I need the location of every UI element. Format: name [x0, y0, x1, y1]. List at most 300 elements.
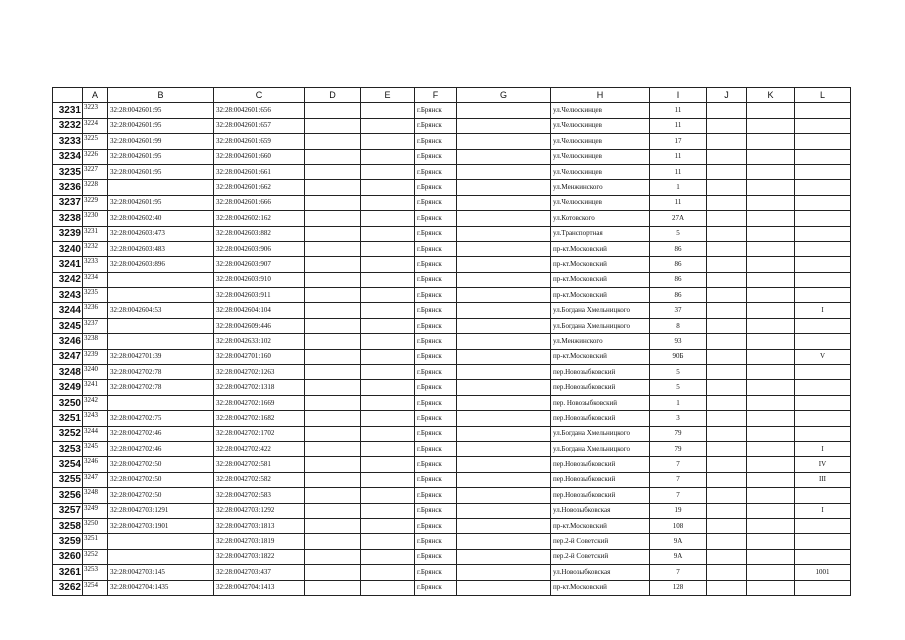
cell-a[interactable]: 3243	[83, 411, 108, 426]
cell-i[interactable]: 5	[650, 380, 707, 395]
cell-f[interactable]: г.Брянск	[415, 257, 457, 272]
cell-k[interactable]	[747, 441, 795, 456]
cell-e[interactable]	[361, 518, 415, 533]
column-header-f[interactable]: F	[415, 88, 457, 103]
cell-b[interactable]: 32:28:0042701:39	[108, 349, 214, 364]
cell-g[interactable]	[457, 472, 551, 487]
cell-j[interactable]	[707, 257, 747, 272]
cell-f[interactable]: г.Брянск	[415, 411, 457, 426]
cell-g[interactable]	[457, 303, 551, 318]
row-number[interactable]: 3236	[53, 180, 83, 195]
cell-b[interactable]: 32:28:0042601:95	[108, 118, 214, 133]
cell-k[interactable]	[747, 488, 795, 503]
cell-a[interactable]: 3250	[83, 518, 108, 533]
cell-b[interactable]: 32:28:0042603:896	[108, 257, 214, 272]
cell-d[interactable]	[305, 241, 361, 256]
cell-k[interactable]	[747, 257, 795, 272]
cell-e[interactable]	[361, 257, 415, 272]
cell-k[interactable]	[747, 549, 795, 564]
cell-a[interactable]: 3228	[83, 180, 108, 195]
cell-j[interactable]	[707, 365, 747, 380]
cell-e[interactable]	[361, 180, 415, 195]
cell-g[interactable]	[457, 118, 551, 133]
cell-l[interactable]	[795, 395, 851, 410]
cell-k[interactable]	[747, 580, 795, 595]
cell-j[interactable]	[707, 488, 747, 503]
cell-c[interactable]: 32:28:0042703:1813	[214, 518, 305, 533]
cell-h[interactable]: ул.Челюскинцев	[551, 195, 650, 210]
cell-a[interactable]: 3247	[83, 472, 108, 487]
cell-l[interactable]	[795, 257, 851, 272]
cell-c[interactable]: 32:28:0042603:882	[214, 226, 305, 241]
cell-c[interactable]: 32:28:0042601:659	[214, 134, 305, 149]
cell-l[interactable]	[795, 164, 851, 179]
cell-j[interactable]	[707, 457, 747, 472]
cell-e[interactable]	[361, 164, 415, 179]
cell-c[interactable]: 32:28:0042702:583	[214, 488, 305, 503]
cell-e[interactable]	[361, 211, 415, 226]
cell-b[interactable]: 32:28:0042703:1291	[108, 503, 214, 518]
cell-i[interactable]: 8	[650, 318, 707, 333]
cell-b[interactable]: 32:28:0042702:50	[108, 488, 214, 503]
cell-f[interactable]: г.Брянск	[415, 195, 457, 210]
cell-g[interactable]	[457, 241, 551, 256]
cell-c[interactable]: 32:28:0042603:911	[214, 288, 305, 303]
cell-e[interactable]	[361, 334, 415, 349]
cell-b[interactable]: 32:28:0042702:50	[108, 457, 214, 472]
cell-h[interactable]: пр-кт.Московский	[551, 580, 650, 595]
cell-c[interactable]: 32:28:0042609:446	[214, 318, 305, 333]
cell-e[interactable]	[361, 426, 415, 441]
cell-f[interactable]: г.Брянск	[415, 288, 457, 303]
cell-e[interactable]	[361, 380, 415, 395]
cell-d[interactable]	[305, 195, 361, 210]
cell-f[interactable]: г.Брянск	[415, 488, 457, 503]
row-number[interactable]: 3233	[53, 134, 83, 149]
cell-i[interactable]: 86	[650, 272, 707, 287]
cell-h[interactable]: пер. Новозыбковский	[551, 395, 650, 410]
cell-l[interactable]	[795, 518, 851, 533]
cell-l[interactable]	[795, 288, 851, 303]
cell-k[interactable]	[747, 518, 795, 533]
cell-c[interactable]: 32:28:0042601:657	[214, 118, 305, 133]
cell-b[interactable]: 32:28:0042702:75	[108, 411, 214, 426]
corner-cell[interactable]	[53, 88, 83, 103]
cell-f[interactable]: г.Брянск	[415, 334, 457, 349]
row-number[interactable]: 3234	[53, 149, 83, 164]
row-number[interactable]: 3256	[53, 488, 83, 503]
row-number[interactable]: 3255	[53, 472, 83, 487]
row-number[interactable]: 3235	[53, 164, 83, 179]
cell-h[interactable]: пер.2-й Советский	[551, 534, 650, 549]
cell-i[interactable]: 7	[650, 488, 707, 503]
cell-k[interactable]	[747, 241, 795, 256]
cell-k[interactable]	[747, 503, 795, 518]
cell-l[interactable]	[795, 318, 851, 333]
cell-b[interactable]: 32:28:0042602:40	[108, 211, 214, 226]
cell-h[interactable]: ул.Богдана Хмельницкого	[551, 426, 650, 441]
cell-d[interactable]	[305, 580, 361, 595]
cell-c[interactable]: 32:28:0042702:1318	[214, 380, 305, 395]
column-header-a[interactable]: A	[83, 88, 108, 103]
cell-f[interactable]: г.Брянск	[415, 149, 457, 164]
cell-i[interactable]: 7	[650, 565, 707, 580]
row-number[interactable]: 3258	[53, 518, 83, 533]
cell-j[interactable]	[707, 180, 747, 195]
cell-h[interactable]: пр-кт.Московский	[551, 518, 650, 533]
cell-l[interactable]	[795, 103, 851, 118]
cell-g[interactable]	[457, 395, 551, 410]
cell-l[interactable]: I	[795, 441, 851, 456]
cell-i[interactable]: 11	[650, 103, 707, 118]
cell-d[interactable]	[305, 349, 361, 364]
cell-d[interactable]	[305, 365, 361, 380]
row-number[interactable]: 3259	[53, 534, 83, 549]
cell-e[interactable]	[361, 272, 415, 287]
cell-b[interactable]: 32:28:0042702:46	[108, 441, 214, 456]
cell-f[interactable]: г.Брянск	[415, 241, 457, 256]
cell-c[interactable]: 32:28:0042603:910	[214, 272, 305, 287]
cell-a[interactable]: 3241	[83, 380, 108, 395]
cell-l[interactable]	[795, 226, 851, 241]
cell-g[interactable]	[457, 549, 551, 564]
cell-l[interactable]	[795, 549, 851, 564]
row-number[interactable]: 3239	[53, 226, 83, 241]
cell-b[interactable]	[108, 288, 214, 303]
row-number[interactable]: 3240	[53, 241, 83, 256]
cell-e[interactable]	[361, 134, 415, 149]
column-header-b[interactable]: B	[108, 88, 214, 103]
cell-g[interactable]	[457, 257, 551, 272]
cell-f[interactable]: г.Брянск	[415, 549, 457, 564]
cell-g[interactable]	[457, 134, 551, 149]
cell-j[interactable]	[707, 426, 747, 441]
cell-l[interactable]	[795, 149, 851, 164]
cell-b[interactable]	[108, 334, 214, 349]
cell-k[interactable]	[747, 134, 795, 149]
cell-b[interactable]	[108, 534, 214, 549]
cell-c[interactable]: 32:28:0042703:1822	[214, 549, 305, 564]
cell-g[interactable]	[457, 457, 551, 472]
cell-j[interactable]	[707, 580, 747, 595]
cell-h[interactable]: пер.Новозыбковский	[551, 488, 650, 503]
cell-h[interactable]: ул.Челюскинцев	[551, 134, 650, 149]
cell-i[interactable]: 90Б	[650, 349, 707, 364]
cell-i[interactable]: 17	[650, 134, 707, 149]
cell-l[interactable]	[795, 241, 851, 256]
cell-l[interactable]	[795, 580, 851, 595]
row-number[interactable]: 3262	[53, 580, 83, 595]
cell-a[interactable]: 3234	[83, 272, 108, 287]
cell-c[interactable]: 32:28:0042603:906	[214, 241, 305, 256]
cell-c[interactable]: 32:28:0042703:1292	[214, 503, 305, 518]
cell-e[interactable]	[361, 549, 415, 564]
cell-j[interactable]	[707, 441, 747, 456]
cell-c[interactable]: 32:28:0042702:581	[214, 457, 305, 472]
cell-a[interactable]: 3248	[83, 488, 108, 503]
cell-k[interactable]	[747, 365, 795, 380]
cell-e[interactable]	[361, 457, 415, 472]
cell-g[interactable]	[457, 195, 551, 210]
cell-l[interactable]: I	[795, 303, 851, 318]
cell-i[interactable]: 11	[650, 164, 707, 179]
cell-a[interactable]: 3237	[83, 318, 108, 333]
cell-g[interactable]	[457, 411, 551, 426]
cell-f[interactable]: г.Брянск	[415, 580, 457, 595]
cell-f[interactable]: г.Брянск	[415, 134, 457, 149]
row-number[interactable]: 3246	[53, 334, 83, 349]
cell-j[interactable]	[707, 149, 747, 164]
cell-h[interactable]: ул.Богдана Хмельницкого	[551, 303, 650, 318]
cell-e[interactable]	[361, 241, 415, 256]
cell-b[interactable]: 32:28:0042601:99	[108, 134, 214, 149]
cell-k[interactable]	[747, 426, 795, 441]
cell-i[interactable]: 86	[650, 288, 707, 303]
cell-h[interactable]: ул.Менжинского	[551, 180, 650, 195]
cell-b[interactable]: 32:28:0042603:473	[108, 226, 214, 241]
row-number[interactable]: 3252	[53, 426, 83, 441]
cell-g[interactable]	[457, 103, 551, 118]
cell-a[interactable]: 3235	[83, 288, 108, 303]
cell-d[interactable]	[305, 380, 361, 395]
cell-i[interactable]: 19	[650, 503, 707, 518]
cell-i[interactable]: 7	[650, 472, 707, 487]
cell-j[interactable]	[707, 349, 747, 364]
cell-l[interactable]	[795, 211, 851, 226]
cell-k[interactable]	[747, 303, 795, 318]
cell-h[interactable]: пр-кт.Московский	[551, 349, 650, 364]
cell-i[interactable]: 5	[650, 365, 707, 380]
cell-l[interactable]	[795, 365, 851, 380]
cell-d[interactable]	[305, 180, 361, 195]
cell-f[interactable]: г.Брянск	[415, 303, 457, 318]
cell-c[interactable]: 32:28:0042602:162	[214, 211, 305, 226]
cell-g[interactable]	[457, 518, 551, 533]
cell-h[interactable]: пер.Новозыбковский	[551, 365, 650, 380]
cell-b[interactable]	[108, 272, 214, 287]
cell-k[interactable]	[747, 149, 795, 164]
cell-k[interactable]	[747, 380, 795, 395]
column-header-e[interactable]: E	[361, 88, 415, 103]
cell-e[interactable]	[361, 288, 415, 303]
cell-l[interactable]	[795, 272, 851, 287]
cell-d[interactable]	[305, 164, 361, 179]
cell-d[interactable]	[305, 134, 361, 149]
cell-g[interactable]	[457, 503, 551, 518]
cell-i[interactable]: 37	[650, 303, 707, 318]
cell-e[interactable]	[361, 303, 415, 318]
cell-e[interactable]	[361, 441, 415, 456]
cell-i[interactable]: 27А	[650, 211, 707, 226]
cell-k[interactable]	[747, 164, 795, 179]
cell-h[interactable]: пер.2-й Советский	[551, 549, 650, 564]
cell-b[interactable]	[108, 395, 214, 410]
cell-j[interactable]	[707, 134, 747, 149]
row-number[interactable]: 3243	[53, 288, 83, 303]
column-header-g[interactable]: G	[457, 88, 551, 103]
cell-c[interactable]: 32:28:0042702:1263	[214, 365, 305, 380]
cell-f[interactable]: г.Брянск	[415, 441, 457, 456]
cell-e[interactable]	[361, 503, 415, 518]
cell-k[interactable]	[747, 349, 795, 364]
cell-b[interactable]: 32:28:0042601:95	[108, 103, 214, 118]
cell-d[interactable]	[305, 457, 361, 472]
cell-c[interactable]: 32:28:0042704:1413	[214, 580, 305, 595]
cell-b[interactable]: 32:28:0042601:95	[108, 149, 214, 164]
cell-a[interactable]: 3229	[83, 195, 108, 210]
cell-a[interactable]: 3236	[83, 303, 108, 318]
cell-a[interactable]: 3252	[83, 549, 108, 564]
cell-k[interactable]	[747, 534, 795, 549]
cell-i[interactable]: 93	[650, 334, 707, 349]
cell-c[interactable]: 32:28:0042702:1669	[214, 395, 305, 410]
cell-k[interactable]	[747, 272, 795, 287]
cell-e[interactable]	[361, 103, 415, 118]
cell-k[interactable]	[747, 457, 795, 472]
cell-j[interactable]	[707, 411, 747, 426]
cell-j[interactable]	[707, 334, 747, 349]
row-number[interactable]: 3244	[53, 303, 83, 318]
cell-g[interactable]	[457, 211, 551, 226]
cell-g[interactable]	[457, 180, 551, 195]
cell-j[interactable]	[707, 288, 747, 303]
column-header-h[interactable]: H	[551, 88, 650, 103]
cell-h[interactable]: пер.Новозыбковский	[551, 380, 650, 395]
cell-b[interactable]: 32:28:0042702:78	[108, 365, 214, 380]
cell-c[interactable]: 32:28:0042703:1819	[214, 534, 305, 549]
cell-f[interactable]: г.Брянск	[415, 349, 457, 364]
cell-g[interactable]	[457, 349, 551, 364]
cell-f[interactable]: г.Брянск	[415, 118, 457, 133]
cell-d[interactable]	[305, 395, 361, 410]
cell-g[interactable]	[457, 334, 551, 349]
cell-h[interactable]: пер.Новозыбковский	[551, 472, 650, 487]
cell-d[interactable]	[305, 534, 361, 549]
cell-h[interactable]: ул.Транспортная	[551, 226, 650, 241]
cell-h[interactable]: пр-кт.Московский	[551, 272, 650, 287]
cell-e[interactable]	[361, 118, 415, 133]
cell-a[interactable]: 3246	[83, 457, 108, 472]
cell-f[interactable]: г.Брянск	[415, 395, 457, 410]
cell-j[interactable]	[707, 565, 747, 580]
cell-j[interactable]	[707, 380, 747, 395]
cell-k[interactable]	[747, 395, 795, 410]
cell-d[interactable]	[305, 503, 361, 518]
cell-k[interactable]	[747, 195, 795, 210]
cell-a[interactable]: 3226	[83, 149, 108, 164]
cell-f[interactable]: г.Брянск	[415, 211, 457, 226]
cell-a[interactable]: 3239	[83, 349, 108, 364]
cell-j[interactable]	[707, 503, 747, 518]
cell-l[interactable]	[795, 195, 851, 210]
cell-a[interactable]: 3251	[83, 534, 108, 549]
cell-h[interactable]: ул.Менжинского	[551, 334, 650, 349]
row-number[interactable]: 3257	[53, 503, 83, 518]
cell-g[interactable]	[457, 565, 551, 580]
cell-a[interactable]: 3231	[83, 226, 108, 241]
cell-c[interactable]: 32:28:0042703:437	[214, 565, 305, 580]
cell-b[interactable]: 32:28:0042601:95	[108, 195, 214, 210]
cell-j[interactable]	[707, 518, 747, 533]
cell-c[interactable]: 32:28:0042604:104	[214, 303, 305, 318]
row-number[interactable]: 3232	[53, 118, 83, 133]
cell-l[interactable]	[795, 488, 851, 503]
cell-c[interactable]: 32:28:0042601:656	[214, 103, 305, 118]
row-number[interactable]: 3249	[53, 380, 83, 395]
cell-e[interactable]	[361, 580, 415, 595]
cell-d[interactable]	[305, 565, 361, 580]
cell-a[interactable]: 3224	[83, 118, 108, 133]
cell-i[interactable]: 86	[650, 257, 707, 272]
cell-d[interactable]	[305, 257, 361, 272]
cell-f[interactable]: г.Брянск	[415, 380, 457, 395]
row-number[interactable]: 3245	[53, 318, 83, 333]
cell-b[interactable]: 32:28:0042703:145	[108, 565, 214, 580]
cell-e[interactable]	[361, 534, 415, 549]
column-header-c[interactable]: C	[214, 88, 305, 103]
row-number[interactable]: 3241	[53, 257, 83, 272]
cell-j[interactable]	[707, 226, 747, 241]
row-number[interactable]: 3231	[53, 103, 83, 118]
cell-c[interactable]: 32:28:0042701:160	[214, 349, 305, 364]
cell-k[interactable]	[747, 411, 795, 426]
cell-a[interactable]: 3253	[83, 565, 108, 580]
cell-c[interactable]: 32:28:0042601:662	[214, 180, 305, 195]
row-number[interactable]: 3254	[53, 457, 83, 472]
cell-h[interactable]: ул.Новозыбковская	[551, 503, 650, 518]
cell-h[interactable]: пер.Новозыбковский	[551, 457, 650, 472]
cell-h[interactable]: ул.Богдана Хмельницкого	[551, 441, 650, 456]
row-number[interactable]: 3250	[53, 395, 83, 410]
cell-e[interactable]	[361, 565, 415, 580]
cell-i[interactable]: 11	[650, 195, 707, 210]
cell-e[interactable]	[361, 349, 415, 364]
cell-h[interactable]: ул.Челюскинцев	[551, 118, 650, 133]
cell-c[interactable]: 32:28:0042702:1682	[214, 411, 305, 426]
cell-i[interactable]: 11	[650, 118, 707, 133]
cell-c[interactable]: 32:28:0042601:660	[214, 149, 305, 164]
cell-i[interactable]: 9А	[650, 534, 707, 549]
cell-d[interactable]	[305, 472, 361, 487]
cell-c[interactable]: 32:28:0042702:422	[214, 441, 305, 456]
cell-f[interactable]: г.Брянск	[415, 318, 457, 333]
row-number[interactable]: 3260	[53, 549, 83, 564]
cell-l[interactable]	[795, 380, 851, 395]
cell-b[interactable]	[108, 549, 214, 564]
cell-l[interactable]: IV	[795, 457, 851, 472]
cell-a[interactable]: 3242	[83, 395, 108, 410]
row-number[interactable]: 3248	[53, 365, 83, 380]
cell-l[interactable]: III	[795, 472, 851, 487]
cell-d[interactable]	[305, 334, 361, 349]
cell-d[interactable]	[305, 518, 361, 533]
cell-k[interactable]	[747, 211, 795, 226]
cell-a[interactable]: 3238	[83, 334, 108, 349]
cell-a[interactable]: 3249	[83, 503, 108, 518]
cell-j[interactable]	[707, 118, 747, 133]
cell-i[interactable]: 79	[650, 441, 707, 456]
cell-g[interactable]	[457, 488, 551, 503]
cell-g[interactable]	[457, 272, 551, 287]
row-number[interactable]: 3242	[53, 272, 83, 287]
cell-g[interactable]	[457, 441, 551, 456]
cell-h[interactable]: ул.Челюскинцев	[551, 149, 650, 164]
cell-d[interactable]	[305, 103, 361, 118]
cell-i[interactable]: 11	[650, 149, 707, 164]
cell-f[interactable]: г.Брянск	[415, 426, 457, 441]
cell-h[interactable]: ул.Котовского	[551, 211, 650, 226]
cell-e[interactable]	[361, 472, 415, 487]
